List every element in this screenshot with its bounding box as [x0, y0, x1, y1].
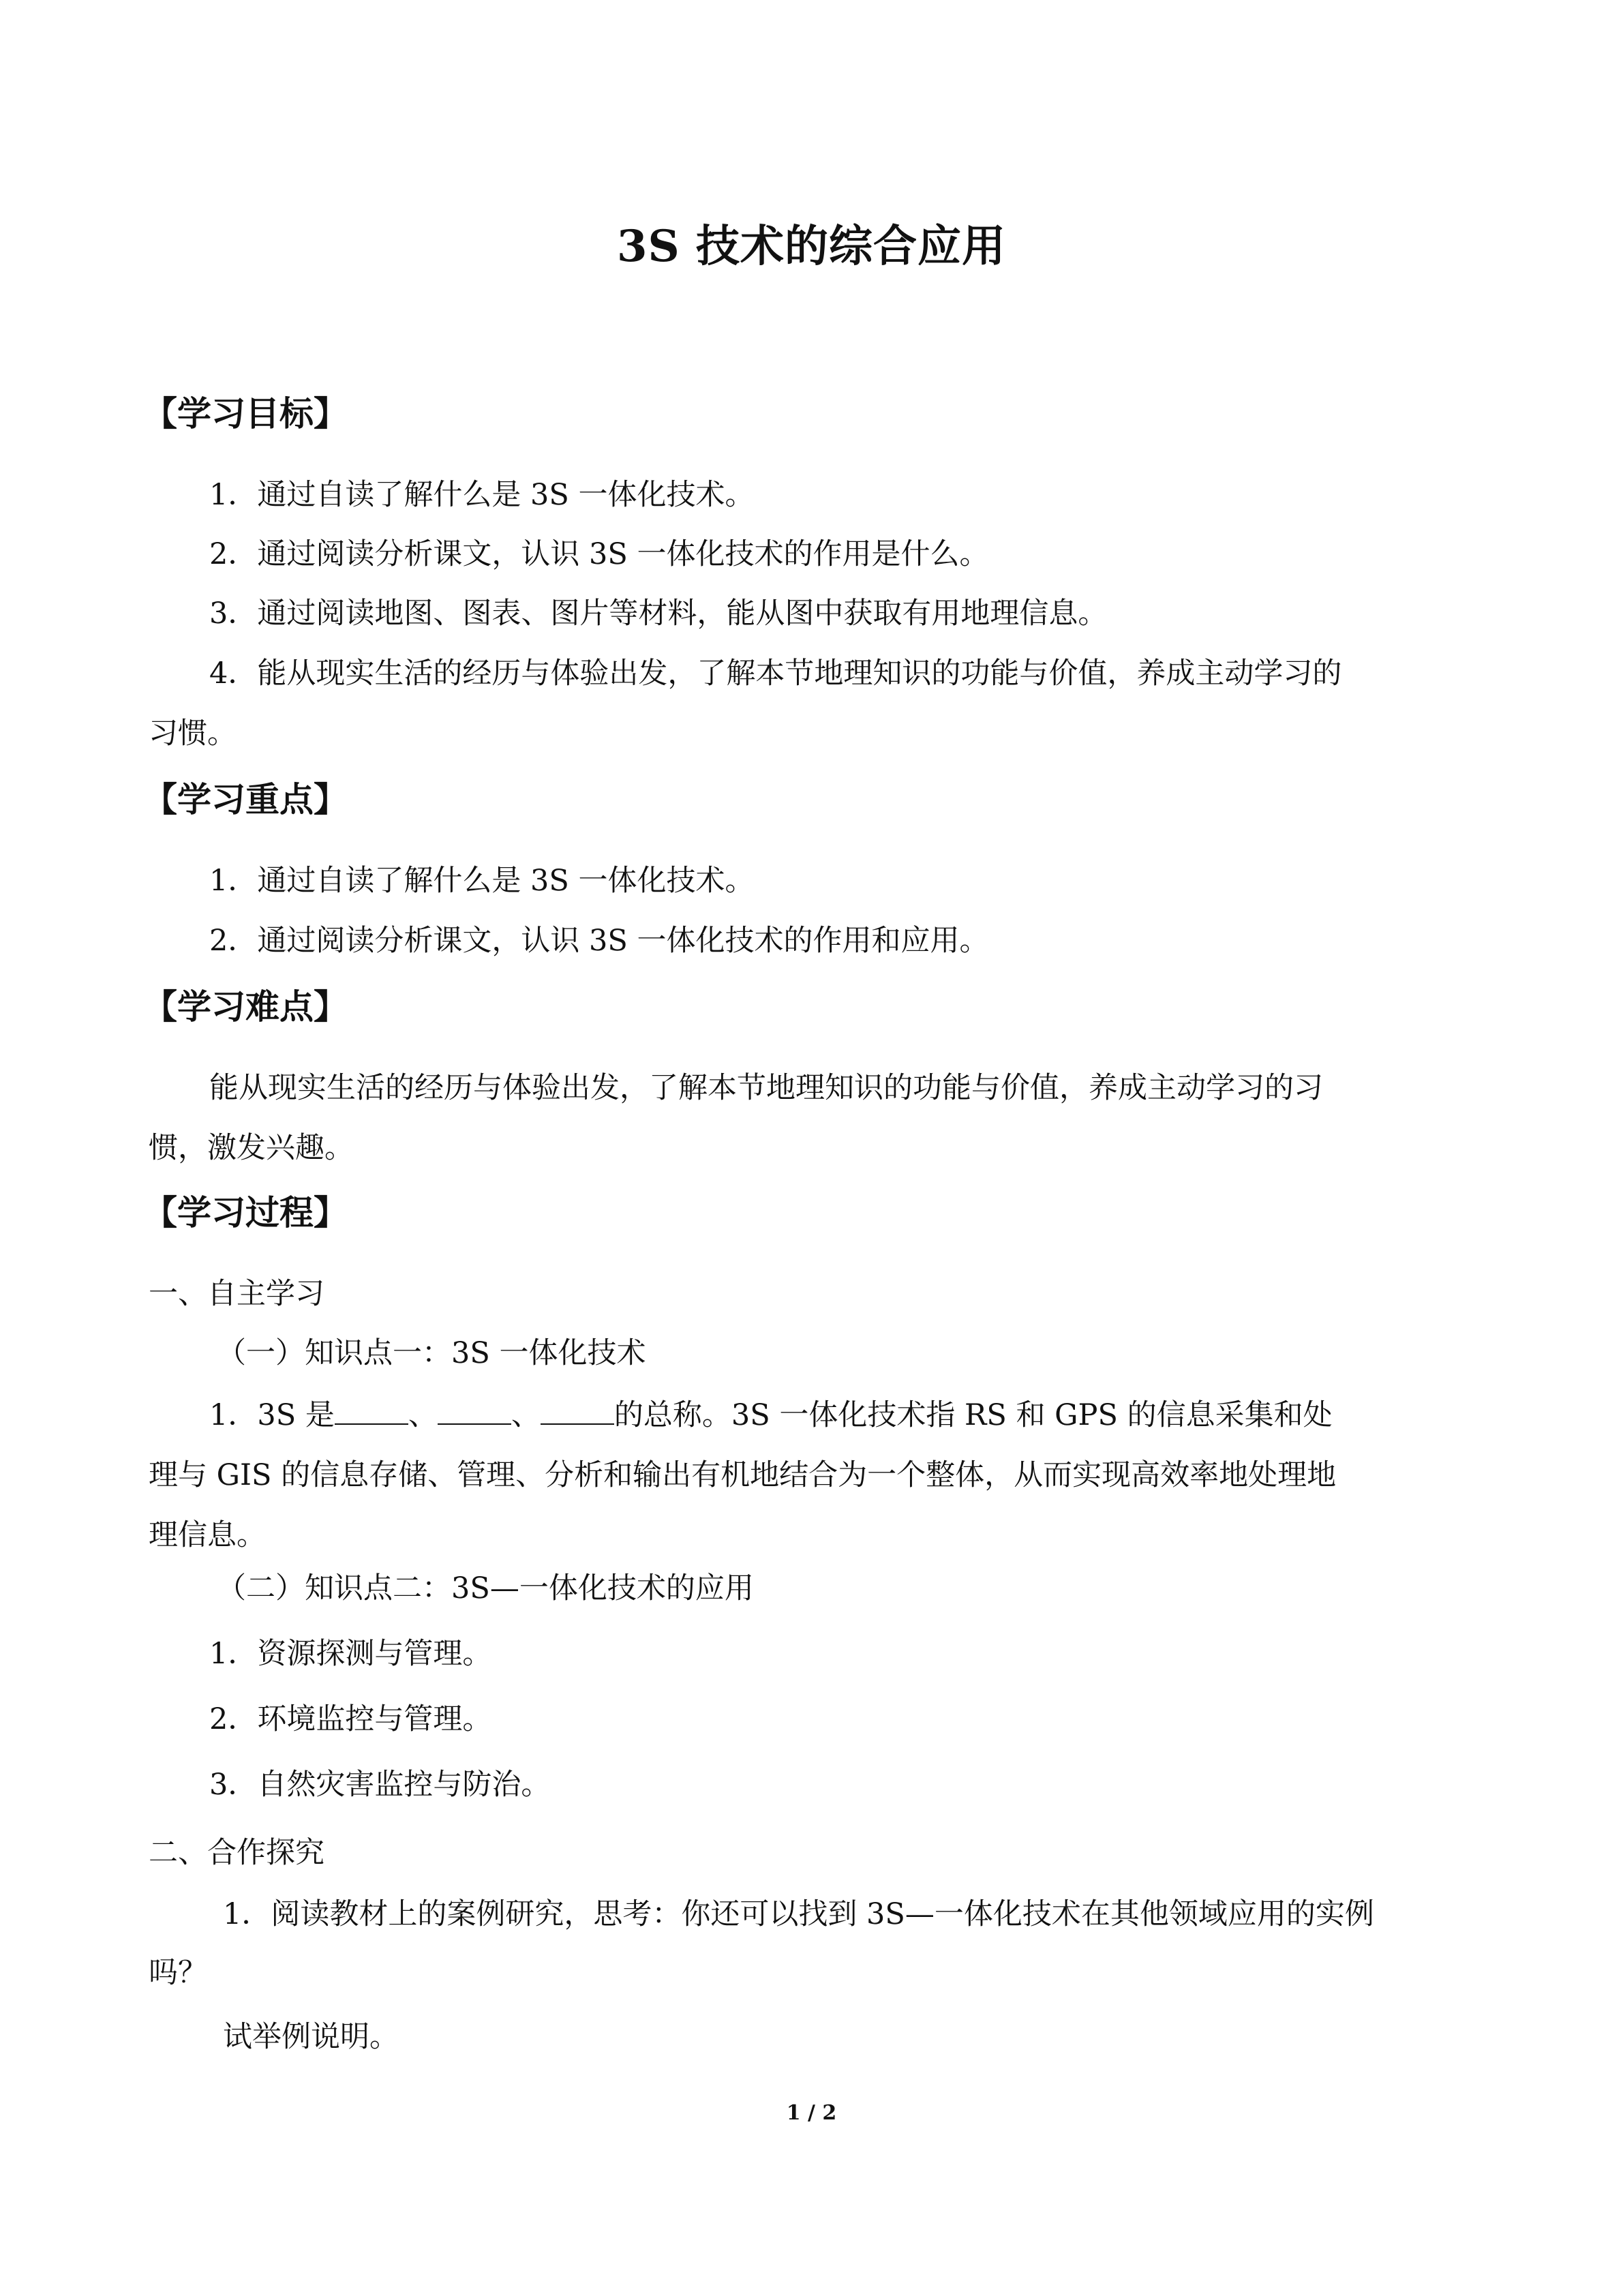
objective-item-3: 3．通过阅读地图、图表、图片等材料，能从图中获取有用地理信息。	[209, 596, 1108, 631]
kp1-q1-sep1: 、	[408, 1398, 438, 1432]
coop-question-line-3: 试举例说明。	[223, 2020, 399, 2054]
part1-title: 一、自主学习	[149, 1277, 324, 1311]
part2-title: 二、合作探究	[149, 1836, 324, 1870]
key-point-item-2: 2．通过阅读分析课文，认识 3S 一体化技术的作用和应用。	[209, 924, 989, 958]
kp1-question-1	[209, 1396, 1333, 1434]
heading-objectives: 【学习目标】	[143, 394, 348, 434]
kp1-question-1-line-2: 理与 GIS 的信息存储、管理、分析和输出有机地结合为一个整体，从而实现高效率地处理地	[149, 1458, 1337, 1492]
document-title: 3S 技术的综合应用	[616, 221, 1007, 272]
fill-blank-1[interactable]	[335, 1396, 408, 1425]
heading-process: 【学习过程】	[143, 1193, 348, 1233]
kp2-title: （二）知识点二：3S—一体化技术的应用	[217, 1571, 754, 1605]
objective-item-2: 2．通过阅读分析课文，认识 3S 一体化技术的作用是什么。	[209, 537, 989, 571]
objective-item-1: 1．通过自读了解什么是 3S 一体化技术。	[209, 478, 755, 512]
kp1-q1-suffix: 的总称。3S 一体化技术指 RS 和 GPS 的信息采集和处	[613, 1398, 1333, 1432]
fill-blank-2[interactable]	[438, 1396, 511, 1425]
heading-key-points: 【学习重点】	[143, 780, 348, 819]
key-point-item-1: 1．通过自读了解什么是 3S 一体化技术。	[209, 864, 755, 898]
heading-difficulties: 【学习难点】	[143, 987, 348, 1027]
fill-blank-3[interactable]	[541, 1396, 614, 1425]
difficulty-line-1: 能从现实生活的经历与体验出发，了解本节地理知识的功能与价值，养成主动学习的习	[209, 1071, 1323, 1105]
page-number: 1 / 2	[786, 2101, 837, 2125]
kp2-item-2: 2．环境监控与管理。	[209, 1702, 492, 1736]
coop-question-line-2: 吗？	[149, 1956, 207, 1990]
objective-item-4-cont: 习惯。	[149, 716, 237, 751]
kp2-item-1: 1．资源探测与管理。	[209, 1637, 492, 1671]
coop-question-line-1: 1．阅读教材上的案例研究，思考：你还可以找到 3S—一体化技术在其他领域应用的实例	[223, 1897, 1374, 1931]
objective-item-4: 4．能从现实生活的经历与体验出发，了解本节地理知识的功能与价值，养成主动学习的	[209, 656, 1342, 691]
kp1-q1-sep2: 、	[511, 1398, 541, 1432]
kp1-q1-prefix: 1．3S 是	[209, 1398, 335, 1432]
kp1-title: （一）知识点一：3S 一体化技术	[217, 1336, 646, 1370]
difficulty-line-2: 惯，激发兴趣。	[149, 1131, 354, 1165]
kp1-question-1-line-3: 理信息。	[149, 1518, 266, 1552]
kp2-item-3: 3．自然灾害监控与防治。	[209, 1768, 551, 1802]
